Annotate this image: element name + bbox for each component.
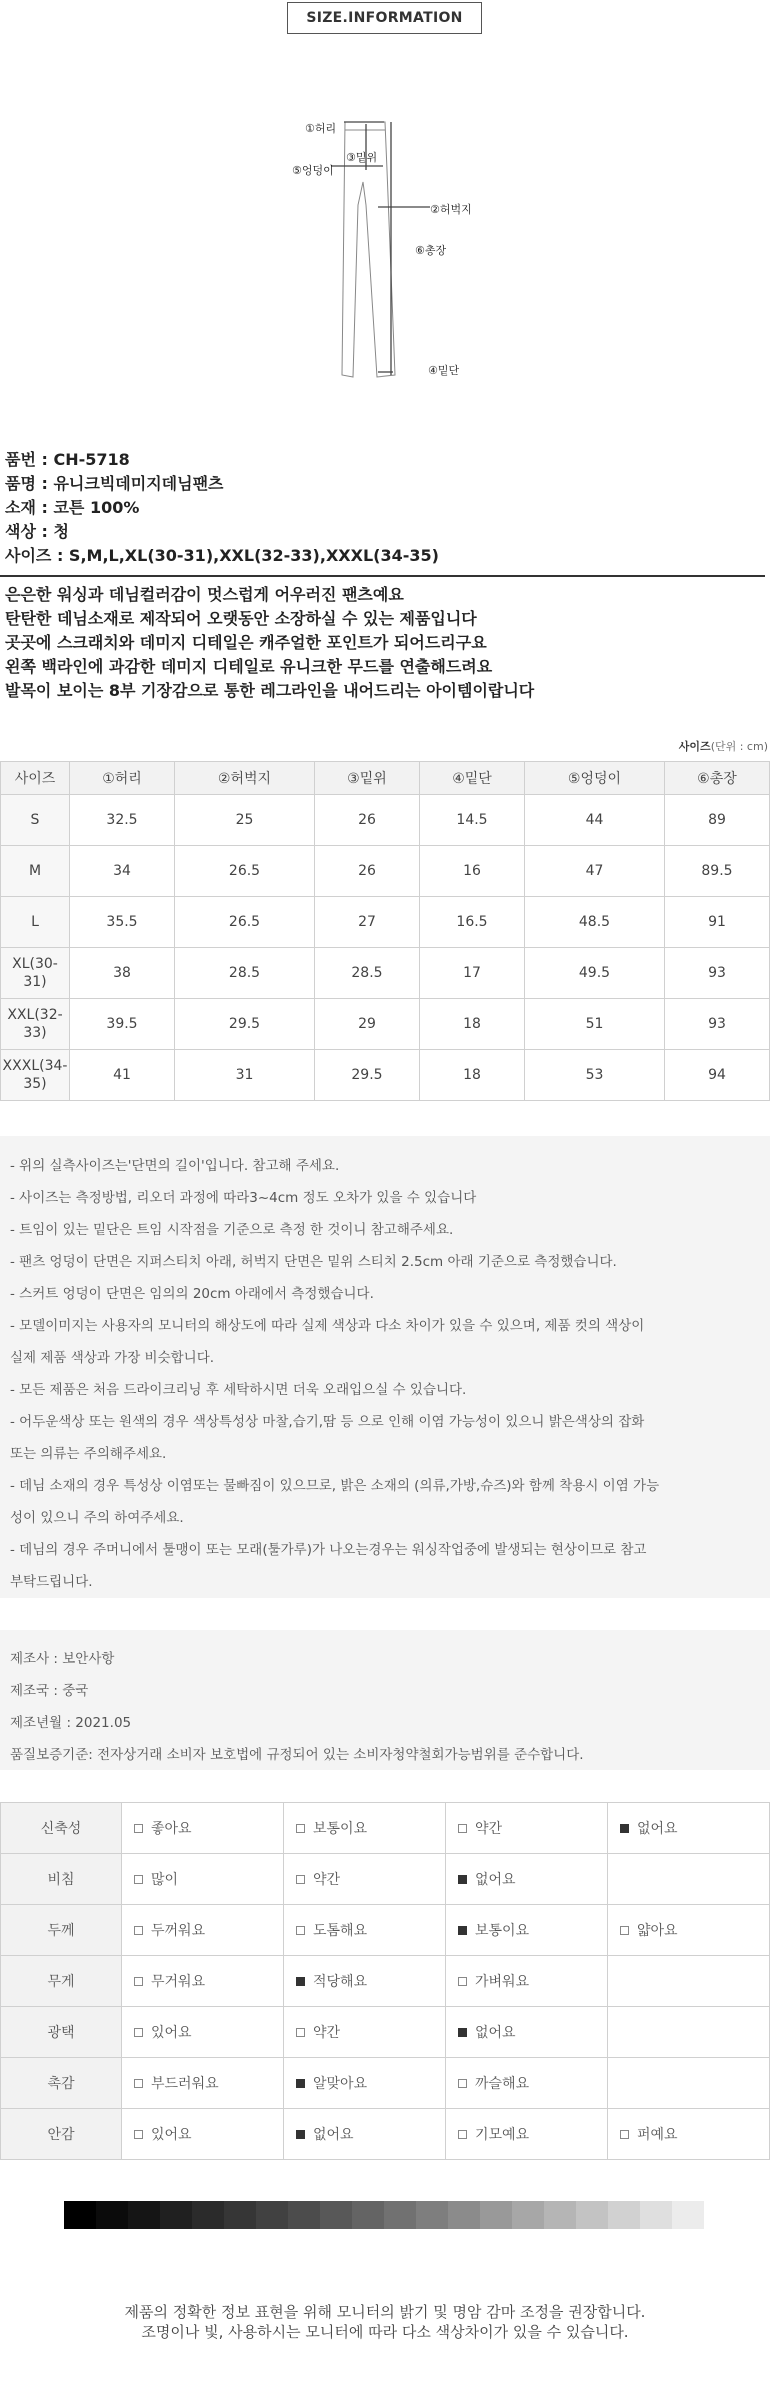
feel-option-label: 알맞아요: [313, 2076, 368, 2092]
feel-option: [122, 2007, 284, 2058]
product-material: 소재 : 코튼 100%: [5, 498, 140, 517]
value-cell: 28.5: [314, 948, 419, 999]
maker-line: 품질보증기준: 전자상거래 소비자 보호법에 규정되어 있는 소비자청약철회가능범위를 준수합니다.: [10, 1747, 584, 1763]
table-row: [1, 2058, 770, 2109]
feel-option: [122, 1803, 284, 1854]
feel-option: [284, 1803, 446, 1854]
footer-line: 제품의 정확한 정보 표현을 위해 모니터의 밝기 및 명암 감마 조정을 권장합니다.: [124, 2303, 646, 2321]
value-cell: 18: [419, 1050, 524, 1101]
value-cell: 26.5: [175, 846, 315, 897]
table-row: [1, 2007, 770, 2058]
table-row: [1, 1905, 770, 1956]
feel-option-label: 약간: [475, 1821, 503, 1837]
checkbox-icon: [134, 1875, 143, 1884]
note-line: - 어두운색상 또는 원색의 경우 색상특성상 마찰,습기,땀 등 으로 인해 이염 가능성이 있으니 밝은색상의 잡화: [10, 1414, 645, 1430]
feel-option: [608, 2109, 770, 2160]
value-cell: 48.5: [525, 897, 665, 948]
feel-option-label: 보통이요: [313, 1821, 368, 1837]
feel-option-label: 많이: [151, 1872, 179, 1888]
header-cell: ④밑단: [419, 762, 524, 795]
description-line: 발목이 보이는 8부 기장감으로 통한 레그라인을 내어드리는 아이템이랍니다: [5, 681, 535, 700]
gamma-swatch: [128, 2201, 160, 2229]
feel-option-label: 보통이요: [475, 1923, 530, 1939]
feel-option: [446, 2007, 608, 2058]
size-cell: M: [1, 846, 70, 897]
feel-category: 안감: [1, 2109, 122, 2160]
feel-category: 비침: [1, 1854, 122, 1905]
value-cell: 31: [175, 1050, 315, 1101]
value-cell: 38: [70, 948, 175, 999]
feel-option: [284, 2058, 446, 2109]
gamma-swatch: [512, 2201, 544, 2229]
unit-note: 사이즈(단위 : cm): [678, 740, 768, 753]
label-waist: ①허리: [305, 122, 337, 135]
value-cell: 39.5: [70, 999, 175, 1050]
table-row: [1, 948, 770, 999]
gamma-swatch: [640, 2201, 672, 2229]
description-line: 왼쪽 백라인에 과감한 데미지 디테일로 유니크한 무드를 연출해드려요: [5, 657, 493, 676]
value-cell: 34: [70, 846, 175, 897]
gamma-swatch: [288, 2201, 320, 2229]
feel-option-label: 가벼워요: [475, 1974, 530, 1990]
checked-box-icon: [620, 1824, 629, 1833]
feel-category: 두께: [1, 1905, 122, 1956]
label-hip: ⑤엉덩이: [292, 164, 334, 177]
checkbox-icon: [134, 1824, 143, 1833]
size-table-header: [1, 762, 770, 795]
feel-option-label: 있어요: [151, 2025, 192, 2041]
gamma-swatch: [224, 2201, 256, 2229]
empty-cell: [608, 1956, 770, 2007]
feel-option: [608, 1905, 770, 1956]
empty-cell: [608, 1854, 770, 1905]
gamma-swatch: [320, 2201, 352, 2229]
feel-option-label: 얇아요: [637, 1923, 678, 1939]
feel-option-label: 약간: [313, 2025, 341, 2041]
gamma-swatch: [576, 2201, 608, 2229]
checkbox-icon: [134, 2130, 143, 2139]
label-rise: ③밑위: [346, 151, 378, 164]
product-sizes: 사이즈 : S,M,L,XL(30-31),XXL(32-33),XXXL(34-35): [5, 546, 439, 565]
note-line: 또는 의류는 주의해주세요.: [10, 1446, 167, 1462]
feel-category: 무게: [1, 1956, 122, 2007]
gamma-swatch: [96, 2201, 128, 2229]
value-cell: 93: [664, 999, 769, 1050]
checkbox-icon: [134, 2028, 143, 2037]
value-cell: 18: [419, 999, 524, 1050]
note-line: - 스커트 엉덩이 단면은 임의의 20cm 아래에서 측정했습니다.: [10, 1286, 374, 1302]
feel-option-label: 없어요: [475, 1872, 516, 1888]
value-cell: 26: [314, 846, 419, 897]
note-line: 부탁드립니다.: [10, 1574, 93, 1590]
gamma-swatch: [608, 2201, 640, 2229]
value-cell: 26: [314, 795, 419, 846]
gamma-swatch: [64, 2201, 96, 2229]
feel-option: [608, 1803, 770, 1854]
feel-option: [284, 2007, 446, 2058]
empty-cell: [608, 2058, 770, 2109]
value-cell: 29.5: [175, 999, 315, 1050]
feel-option-label: 까슬해요: [475, 2076, 530, 2092]
size-cell: XL(30-31): [1, 948, 70, 999]
checkbox-icon: [296, 2028, 305, 2037]
size-cell: S: [1, 795, 70, 846]
gamma-swatch: [352, 2201, 384, 2229]
feel-option-label: 없어요: [637, 1821, 678, 1837]
value-cell: 32.5: [70, 795, 175, 846]
description-line: 곳곳에 스크래치와 데미지 디테일은 캐주얼한 포인트가 되어드리구요: [5, 633, 487, 652]
divider: [0, 575, 765, 577]
description-line: 은은한 워싱과 데님컬러감이 멋스럽게 어우러진 팬츠예요: [5, 585, 404, 604]
feel-option: [446, 1803, 608, 1854]
header-cell: 사이즈: [1, 762, 70, 795]
value-cell: 44: [525, 795, 665, 846]
note-line: - 사이즈는 측정방법, 리오더 과정에 따라3~4cm 정도 오차가 있을 수 있습니다: [10, 1190, 477, 1206]
value-cell: 25: [175, 795, 315, 846]
feel-option: [284, 1956, 446, 2007]
value-cell: 27: [314, 897, 419, 948]
table-row: [1, 1803, 770, 1854]
feel-category: 촉감: [1, 2058, 122, 2109]
feel-category: 신축성: [1, 1803, 122, 1854]
feel-option: [446, 1905, 608, 1956]
checkbox-icon: [134, 1926, 143, 1935]
footer-line: 조명이나 빛, 사용하시는 모니터에 따라 다소 색상차이가 있을 수 있습니다.: [141, 2323, 629, 2341]
checked-box-icon: [296, 2079, 305, 2088]
checkbox-icon: [458, 1824, 467, 1833]
description-line: 탄탄한 데님소재로 제작되어 오랫동안 소장하실 수 있는 제품입니다: [5, 609, 477, 628]
checkbox-icon: [620, 2130, 629, 2139]
note-line: - 위의 실측사이즈는'단면의 길이'입니다. 참고해 주세요.: [10, 1158, 340, 1174]
feel-option-label: 없어요: [475, 2025, 516, 2041]
gamma-swatch: [672, 2201, 704, 2229]
header-cell: ①허리: [70, 762, 175, 795]
checkbox-icon: [458, 2130, 467, 2139]
value-cell: 93: [664, 948, 769, 999]
value-cell: 26.5: [175, 897, 315, 948]
feel-option: [122, 2109, 284, 2160]
section-title: SIZE.INFORMATION: [287, 2, 482, 34]
product-color: 색상 : 청: [5, 522, 69, 541]
feel-option: [122, 1905, 284, 1956]
checked-box-icon: [458, 2028, 467, 2037]
gamma-swatch: [384, 2201, 416, 2229]
notes-box: [0, 1136, 770, 1598]
value-cell: 35.5: [70, 897, 175, 948]
value-cell: 89: [664, 795, 769, 846]
checkbox-icon: [296, 1875, 305, 1884]
table-row: [1, 897, 770, 948]
maker-info-box: [0, 1630, 770, 1770]
checkbox-icon: [134, 1977, 143, 1986]
feel-option: [284, 1905, 446, 1956]
feel-option-label: 퍼예요: [637, 2127, 678, 2143]
label-hem: ④밑단: [428, 364, 460, 377]
maker-line: 제조년월 : 2021.05: [10, 1715, 132, 1731]
note-line: - 데님 소재의 경우 특성상 이염또는 물빠짐이 있으므로, 밝은 소재의 (의류,가방,슈즈)와 함께 착용시 이염 가능: [10, 1478, 660, 1494]
value-cell: 51: [525, 999, 665, 1050]
empty-cell: [608, 2007, 770, 2058]
value-cell: 16: [419, 846, 524, 897]
value-cell: 94: [664, 1050, 769, 1101]
checked-box-icon: [296, 1977, 305, 1986]
feel-option-label: 두꺼워요: [151, 1923, 206, 1939]
value-cell: 14.5: [419, 795, 524, 846]
maker-line: 제조국 : 중국: [10, 1683, 89, 1699]
fabric-feel-table: [0, 1802, 770, 2160]
value-cell: 16.5: [419, 897, 524, 948]
feel-option: [122, 2058, 284, 2109]
label-thigh: ②허벅지: [430, 203, 472, 216]
product-info: [5, 448, 765, 568]
feel-option-label: 기모예요: [475, 2127, 530, 2143]
gamma-swatch: [448, 2201, 480, 2229]
table-row: [1, 1050, 770, 1101]
feel-category: 광택: [1, 2007, 122, 2058]
feel-option-label: 좋아요: [151, 1821, 192, 1837]
size-table: [0, 761, 770, 1101]
header-cell: ③밑위: [314, 762, 419, 795]
feel-option-label: 도톰해요: [313, 1923, 368, 1939]
size-cell: XXL(32-33): [1, 999, 70, 1050]
value-cell: 29.5: [314, 1050, 419, 1101]
value-cell: 91: [664, 897, 769, 948]
feel-option: [122, 1854, 284, 1905]
size-cell: L: [1, 897, 70, 948]
feel-option: [284, 1854, 446, 1905]
header-cell: ⑥총장: [664, 762, 769, 795]
feel-option: [284, 2109, 446, 2160]
table-row: [1, 795, 770, 846]
gamma-swatch: [256, 2201, 288, 2229]
checkbox-icon: [134, 2079, 143, 2088]
note-line: - 트임이 있는 밑단은 트임 시작점을 기준으로 측정 한 것이니 참고해주세요.: [10, 1222, 454, 1238]
pants-outline-icon: [0, 110, 770, 390]
feel-option-label: 무거워요: [151, 1974, 206, 1990]
checkbox-icon: [296, 1926, 305, 1935]
value-cell: 41: [70, 1050, 175, 1101]
checkbox-icon: [620, 1926, 629, 1935]
note-line: 실제 제품 색상과 가장 비슷합니다.: [10, 1350, 215, 1366]
pants-diagram: [0, 110, 770, 390]
note-line: - 팬츠 엉덩이 단면은 지퍼스티치 아래, 허벅지 단면은 밑위 스티치 2.5cm 아래 기준으로 측정했습니다.: [10, 1254, 617, 1270]
note-line: 성이 있으니 주의 하여주세요.: [10, 1510, 184, 1526]
feel-option: [122, 1956, 284, 2007]
note-line: - 모델이미지는 사용자의 모니터의 해상도에 따라 실제 색상과 다소 차이가 있을 수 있으며, 제품 컷의 색상이: [10, 1318, 645, 1334]
feel-option: [446, 2109, 608, 2160]
feel-option: [446, 2058, 608, 2109]
table-row: [1, 2109, 770, 2160]
gamma-swatch: [160, 2201, 192, 2229]
size-cell: XXXL(34-35): [1, 1050, 70, 1101]
value-cell: 53: [525, 1050, 665, 1101]
product-description: [5, 583, 765, 703]
gamma-swatch: [544, 2201, 576, 2229]
note-line: - 모든 제품은 처음 드라이크리닝 후 세탁하시면 더욱 오래입으실 수 있습니다.: [10, 1382, 467, 1398]
note-line: - 데님의 경우 주머니에서 툴맹이 또는 모래(툴가루)가 나오는경우는 워싱작업중에 발생되는 현상이므로 참고: [10, 1542, 647, 1558]
table-row: [1, 1956, 770, 2007]
product-name: 품명 : 유니크빅데미지데님팬츠: [5, 474, 224, 493]
checkbox-icon: [458, 1977, 467, 1986]
gamma-swatch: [192, 2201, 224, 2229]
feel-option-label: 없어요: [313, 2127, 354, 2143]
footer-notice: [0, 2302, 770, 2342]
label-length: ⑥총장: [415, 244, 447, 257]
checked-box-icon: [296, 2130, 305, 2139]
feel-option-label: 있어요: [151, 2127, 192, 2143]
table-row: [1, 999, 770, 1050]
value-cell: 17: [419, 948, 524, 999]
table-row: [1, 1854, 770, 1905]
feel-option-label: 부드러워요: [151, 2076, 219, 2092]
table-row: [1, 846, 770, 897]
value-cell: 28.5: [175, 948, 315, 999]
value-cell: 49.5: [525, 948, 665, 999]
checked-box-icon: [458, 1926, 467, 1935]
checkbox-icon: [296, 1824, 305, 1833]
feel-option-label: 약간: [313, 1872, 341, 1888]
value-cell: 89.5: [664, 846, 769, 897]
value-cell: 47: [525, 846, 665, 897]
value-cell: 29: [314, 999, 419, 1050]
product-code: 품번 : CH-5718: [5, 450, 130, 469]
feel-option-label: 적당해요: [313, 1974, 368, 1990]
feel-option: [446, 1854, 608, 1905]
feel-option: [446, 1956, 608, 2007]
header-cell: ⑤엉덩이: [525, 762, 665, 795]
gamma-swatch: [416, 2201, 448, 2229]
gamma-swatch: [480, 2201, 512, 2229]
checkbox-icon: [458, 2079, 467, 2088]
maker-line: 제조사 : 보안사항: [10, 1651, 115, 1667]
checked-box-icon: [458, 1875, 467, 1884]
header-cell: ②허벅지: [175, 762, 315, 795]
gamma-scale: [64, 2201, 704, 2229]
